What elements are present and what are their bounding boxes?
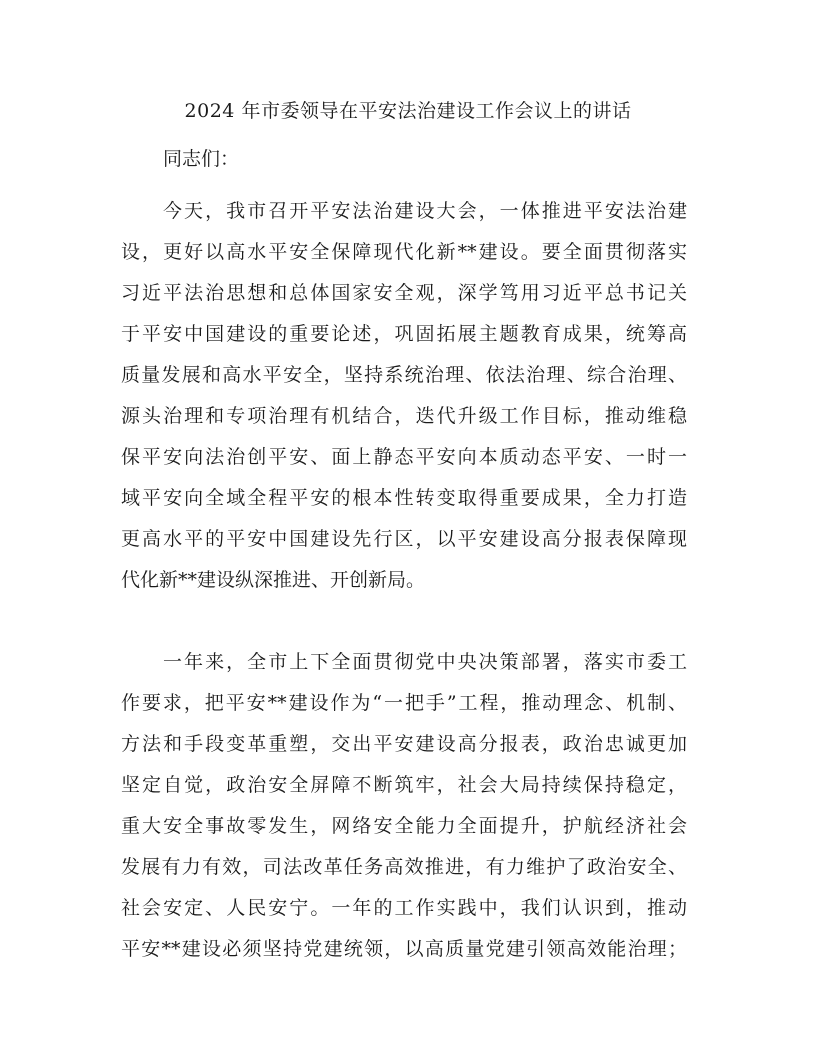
paragraph-line: 作要求，把平安**建设作为“一把手”工程，推动理念、机制、 (121, 692, 687, 714)
paragraph-line: 平安**建设必须坚持党建统领，以高质量党建引领高效能治理； (121, 938, 687, 960)
paragraph-line: 一年来，全市上下全面贯彻党中央决策部署，落实市委工 (163, 651, 687, 673)
greeting: 同志们： (163, 148, 240, 170)
paragraph-2 (121, 642, 687, 970)
paragraph-line: 保平安向法治创平安、面上静态平安向本质动态平安、一时一 (121, 446, 687, 468)
paragraph-line: 方法和手段变革重塑，交出平安建设高分报表，政治忠诚更加 (121, 733, 687, 755)
paragraph-line: 习近平法治思想和总体国家安全观，深学笃用习近平总书记关 (121, 282, 687, 304)
paragraph-line: 更高水平的平安中国建设先行区，以平安建设高分报表保障现 (121, 528, 687, 550)
paragraph-line: 重大安全事故零发生，网络安全能力全面提升，护航经济社会 (121, 815, 687, 837)
paragraph-line: 发展有力有效，司法改革任务高效推进，有力维护了政治安全、 (121, 856, 687, 878)
paragraph-1 (121, 191, 687, 601)
paragraph-line: 域平安向全域全程平安的根本性转变取得重要成果，全力打造 (121, 487, 687, 509)
paragraph-line: 于平安中国建设的重要论述，巩固拓展主题教育成果，统筹高 (121, 323, 687, 345)
paragraph-line: 源头治理和专项治理有机结合，迭代升级工作目标，推动维稳 (121, 405, 687, 427)
paragraph-line: 代化新**建设纵深推进、开创新局。 (121, 569, 426, 591)
paragraph-line: 社会安定、人民安宁。一年的工作实践中，我们认识到，推动 (121, 897, 687, 919)
paragraph-line: 今天，我市召开平安法治建设大会，一体推进平安法治建 (163, 200, 687, 222)
document-title: 2024 年市委领导在平安法治建设工作会议上的讲话 (184, 100, 632, 122)
paragraph-line: 质量发展和高水平安全，坚持系统治理、依法治理、综合治理、 (121, 364, 687, 386)
paragraph-line: 坚定自觉，政治安全屏障不断筑牢，社会大局持续保持稳定， (121, 774, 687, 796)
paragraph-line: 设，更好以高水平安全保障现代化新**建设。要全面贯彻落实 (121, 241, 687, 263)
